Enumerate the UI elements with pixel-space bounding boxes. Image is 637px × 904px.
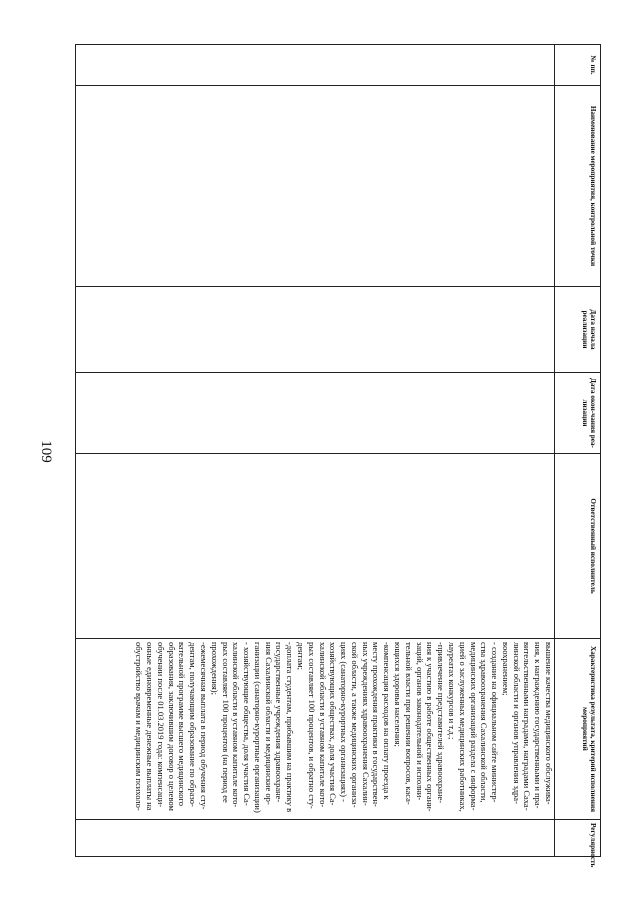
characteristic-line: - создание на официальном сайте министер- xyxy=(490,642,501,803)
characteristic-line: ния к участию в работе общественных органи- xyxy=(425,642,436,812)
cell-characteristic xyxy=(76,639,555,820)
cell-name xyxy=(76,86,555,287)
characteristic-line: вительственными наградами, наградами Саха- xyxy=(522,642,533,811)
cell-start-date xyxy=(76,287,555,373)
characteristic-line: медицинских организаций раздела с информа- xyxy=(468,642,479,811)
header-num: № пп. xyxy=(555,45,601,86)
characteristic-line: месту прохождения практики в государствен- xyxy=(371,642,382,807)
characteristic-line: халинской области в уставном капитале кото- xyxy=(231,642,242,808)
characteristic-line: вышение качества медицинского обслужива- xyxy=(544,642,554,805)
header-end-date: Дата окон-чания реа-лизации xyxy=(555,373,601,454)
header-characteristic: Характеристика результата, критерий исполнения мероприятий xyxy=(555,639,601,820)
characteristic-line: хозяйствующих обществах, доля участия Са- xyxy=(328,642,339,806)
characteristic-line: ской области, а также медицинских организа- xyxy=(349,642,360,808)
characteristic-line: линской области и органов управления здра- xyxy=(511,642,522,804)
table-row xyxy=(76,45,555,857)
cell-responsible xyxy=(76,454,555,639)
characteristic-line: ных учреждениях здравоохранения Сахалин- xyxy=(360,642,371,806)
cell-regularity xyxy=(76,820,555,857)
characteristic-line: тельной власти при решении вопросов, каса- xyxy=(403,642,414,805)
characteristic-line: ства здравоохранения Сахалинской области, xyxy=(479,642,490,803)
characteristic-line: рых составляет 100 процентов, и обратно сту- xyxy=(306,642,317,809)
rotated-table-frame xyxy=(75,44,601,868)
measures-table xyxy=(75,44,601,868)
header-regularity: Регулярность xyxy=(555,820,601,857)
characteristic-line: ния Сахалинской области и медицинские ор- xyxy=(263,642,274,805)
header-name: Наименование мероприятия, контрольной точки xyxy=(555,86,601,287)
characteristic-line: цией о заслуженных медицинских работниках, xyxy=(457,642,468,812)
characteristic-line: заций, органов законодательной и исполни- xyxy=(414,642,425,801)
table-header-row xyxy=(555,45,601,857)
characteristic-line: халинской области в уставном капитале кото- xyxy=(317,642,328,808)
characteristic-line: циях (санаторно-курортных организациях) - xyxy=(339,642,350,802)
characteristic-line: рых составляет 100 процентов (на период ее xyxy=(220,642,231,803)
characteristic-line: -доплата студентам, прибывшим на практику в xyxy=(285,642,296,813)
header-start-date: Дата начала реализации xyxy=(555,287,601,373)
characteristic-line: вательной программе высшего медицинского xyxy=(177,642,188,807)
characteristic-line: лауреатах конкурсов и т.д.; xyxy=(446,642,457,740)
characteristic-line: онные единовременные денежные выплаты на xyxy=(145,642,156,811)
characteristic-line: обучении после 01.03.2019 года: компенсаци- xyxy=(155,642,166,808)
characteristic-line: ния, к награждению государственными и пра- xyxy=(533,642,544,809)
characteristic-line: ганизации (санаторно-курортные организации) xyxy=(252,642,263,813)
header-responsible: Ответственный исполнитель xyxy=(555,454,601,639)
page-number: 109 xyxy=(37,440,54,463)
characteristic-line: -компенсация расходов на оплату проезда к xyxy=(382,642,393,800)
characteristic-line: прохождения); xyxy=(209,642,220,695)
characteristic-line: образования, заключившим договор о целевом xyxy=(166,642,177,811)
characteristic-line: -ежемесячная выплата в период обучения сту- xyxy=(199,642,209,810)
characteristic-line: дентам; xyxy=(296,642,307,670)
characteristic-line: обустройство врачам и медицинским психоло- xyxy=(134,642,145,811)
characteristic-line: - хозяйствующие общества, доля участия Са- xyxy=(242,642,253,806)
characteristic-line: -привлечение представителей здравоохране- xyxy=(436,642,447,804)
characteristic-line: воохранением; xyxy=(500,642,511,696)
cell-end-date xyxy=(76,373,555,454)
characteristic-line: дентам, получающим образование по образо- xyxy=(188,642,199,807)
characteristic-line: государственные учреждения здравоохране- xyxy=(274,642,285,803)
cell-num xyxy=(76,45,555,86)
table-container xyxy=(75,44,601,868)
characteristic-line: ющихся здоровья населения; xyxy=(393,642,404,747)
